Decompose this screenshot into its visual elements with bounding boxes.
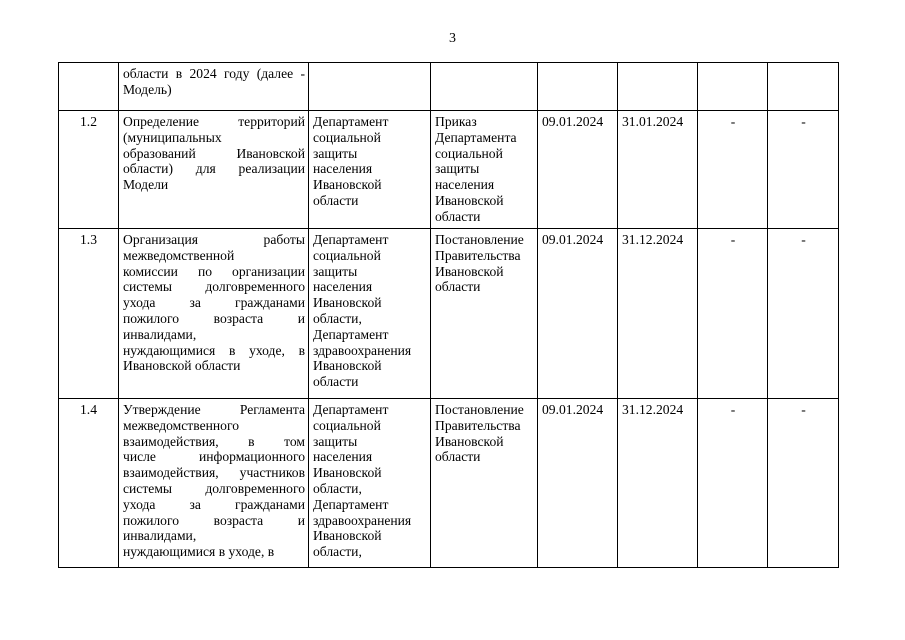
cell-col7: -	[697, 398, 767, 568]
cell-event	[118, 110, 308, 228]
text-line: Правительства	[435, 247, 521, 263]
text-line: Модели	[123, 177, 169, 193]
text-line: Постановление	[435, 232, 524, 247]
cell-end-date	[617, 62, 697, 110]
page-number: 3	[449, 31, 456, 46]
cell-number: 1.4	[58, 398, 118, 568]
text-line: Утверждение Регламента	[123, 402, 305, 417]
text-line: Департамент	[313, 496, 389, 512]
text-line: Ивановской	[313, 295, 382, 311]
text-line: социальной	[313, 417, 381, 433]
text-line: социальной	[435, 145, 503, 161]
text-line: числе информационного	[123, 449, 305, 465]
cell-document	[430, 228, 537, 398]
cell-start-date	[537, 62, 617, 110]
text-line: области	[435, 279, 481, 295]
cell-start-date: 09.01.2024	[537, 110, 617, 228]
text-line: социальной	[313, 129, 381, 145]
text-line: населения	[435, 177, 495, 193]
cell-responsible	[308, 398, 430, 568]
cell-responsible	[308, 62, 430, 110]
text-line: Ивановской	[313, 465, 382, 481]
text-line: нуждающимися в уходе, в	[123, 342, 305, 358]
text-line: области	[435, 208, 481, 224]
text-line: Ивановской	[435, 192, 504, 208]
cell-col7: -	[697, 228, 767, 398]
text-line: межведомственного	[123, 417, 240, 433]
text-line: межведомственной	[123, 247, 235, 263]
cell-col7	[697, 62, 767, 110]
text-line: населения	[313, 161, 373, 177]
text-line: Ивановской области	[123, 358, 241, 374]
text-line: инвалидами,	[123, 528, 197, 544]
text-line: населения	[313, 279, 373, 295]
text-line: Ивановской	[435, 263, 504, 279]
text-line: пожилого возраста и	[123, 512, 305, 528]
text-line: Организация работы	[123, 232, 305, 247]
cell-end-date: 31.01.2024	[617, 110, 697, 228]
text-line: социальной	[313, 247, 381, 263]
text-line: Правительства	[435, 417, 521, 433]
text-line: области	[313, 192, 359, 208]
text-line: области,	[313, 310, 362, 326]
text-line: ухода за гражданами	[123, 496, 305, 512]
text-line: взаимодействия, в том	[123, 433, 305, 449]
text-line: Ивановской	[435, 433, 504, 449]
text-line: системы долговременного	[123, 279, 305, 295]
cell-document	[430, 110, 537, 228]
text-line: ухода за гражданами	[123, 295, 305, 311]
cell-end-date: 31.12.2024	[617, 398, 697, 568]
text-line: Ивановской	[313, 358, 382, 374]
text-line: здравоохранения	[313, 512, 412, 528]
text-line: Приказ	[435, 114, 477, 129]
cell-number: 1.3	[58, 228, 118, 398]
text-line: защиты	[313, 263, 358, 279]
text-line: здравоохранения	[313, 342, 412, 358]
text-line: Департамент	[313, 402, 389, 417]
text-line: Департамент	[313, 114, 389, 129]
cell-col8	[767, 62, 839, 110]
text-line: взаимодействия, участников	[123, 465, 305, 481]
text-line: области,	[313, 544, 362, 560]
text-line: Департамента	[435, 129, 517, 145]
text-line: населения	[313, 449, 373, 465]
text-line: области,	[313, 480, 362, 496]
cell-number: 1.2	[58, 110, 118, 228]
text-line: области	[313, 374, 359, 390]
text-line: защиты	[313, 433, 358, 449]
cell-document	[430, 398, 537, 568]
text-line: пожилого возраста и	[123, 310, 305, 326]
text-line: нуждающимися в уходе, в	[123, 544, 275, 560]
cell-responsible	[308, 228, 430, 398]
cell-end-date: 31.12.2024	[617, 228, 697, 398]
text-line: (муниципальных	[123, 129, 222, 145]
cell-start-date: 09.01.2024	[537, 228, 617, 398]
text-line: области	[435, 449, 481, 465]
cell-col8: -	[767, 228, 839, 398]
cell-event	[118, 62, 308, 110]
cell-number	[58, 62, 118, 110]
text-line: образований Ивановской	[123, 145, 305, 161]
cell-col8: -	[767, 110, 839, 228]
text-line: Департамент	[313, 326, 389, 342]
text-line: защиты	[313, 145, 358, 161]
cell-event	[118, 228, 308, 398]
text-line: инвалидами,	[123, 326, 197, 342]
cell-start-date: 09.01.2024	[537, 398, 617, 568]
text-line: комиссии по организации	[123, 263, 305, 279]
text-line: Определение территорий	[123, 114, 305, 129]
text-line: области в 2024 году (далее -	[123, 66, 305, 81]
text-line: Ивановской	[313, 528, 382, 544]
cell-event	[118, 398, 308, 568]
text-line: Постановление	[435, 402, 524, 417]
cell-document	[430, 62, 537, 110]
cell-responsible	[308, 110, 430, 228]
text-line: Ивановской	[313, 177, 382, 193]
cell-col8: -	[767, 398, 839, 568]
cell-col7: -	[697, 110, 767, 228]
text-line: Модель)	[123, 81, 172, 97]
text-line: защиты	[435, 161, 480, 177]
text-line: Департамент	[313, 232, 389, 247]
text-line: системы долговременного	[123, 480, 305, 496]
text-line: области) для реализации	[123, 161, 305, 177]
